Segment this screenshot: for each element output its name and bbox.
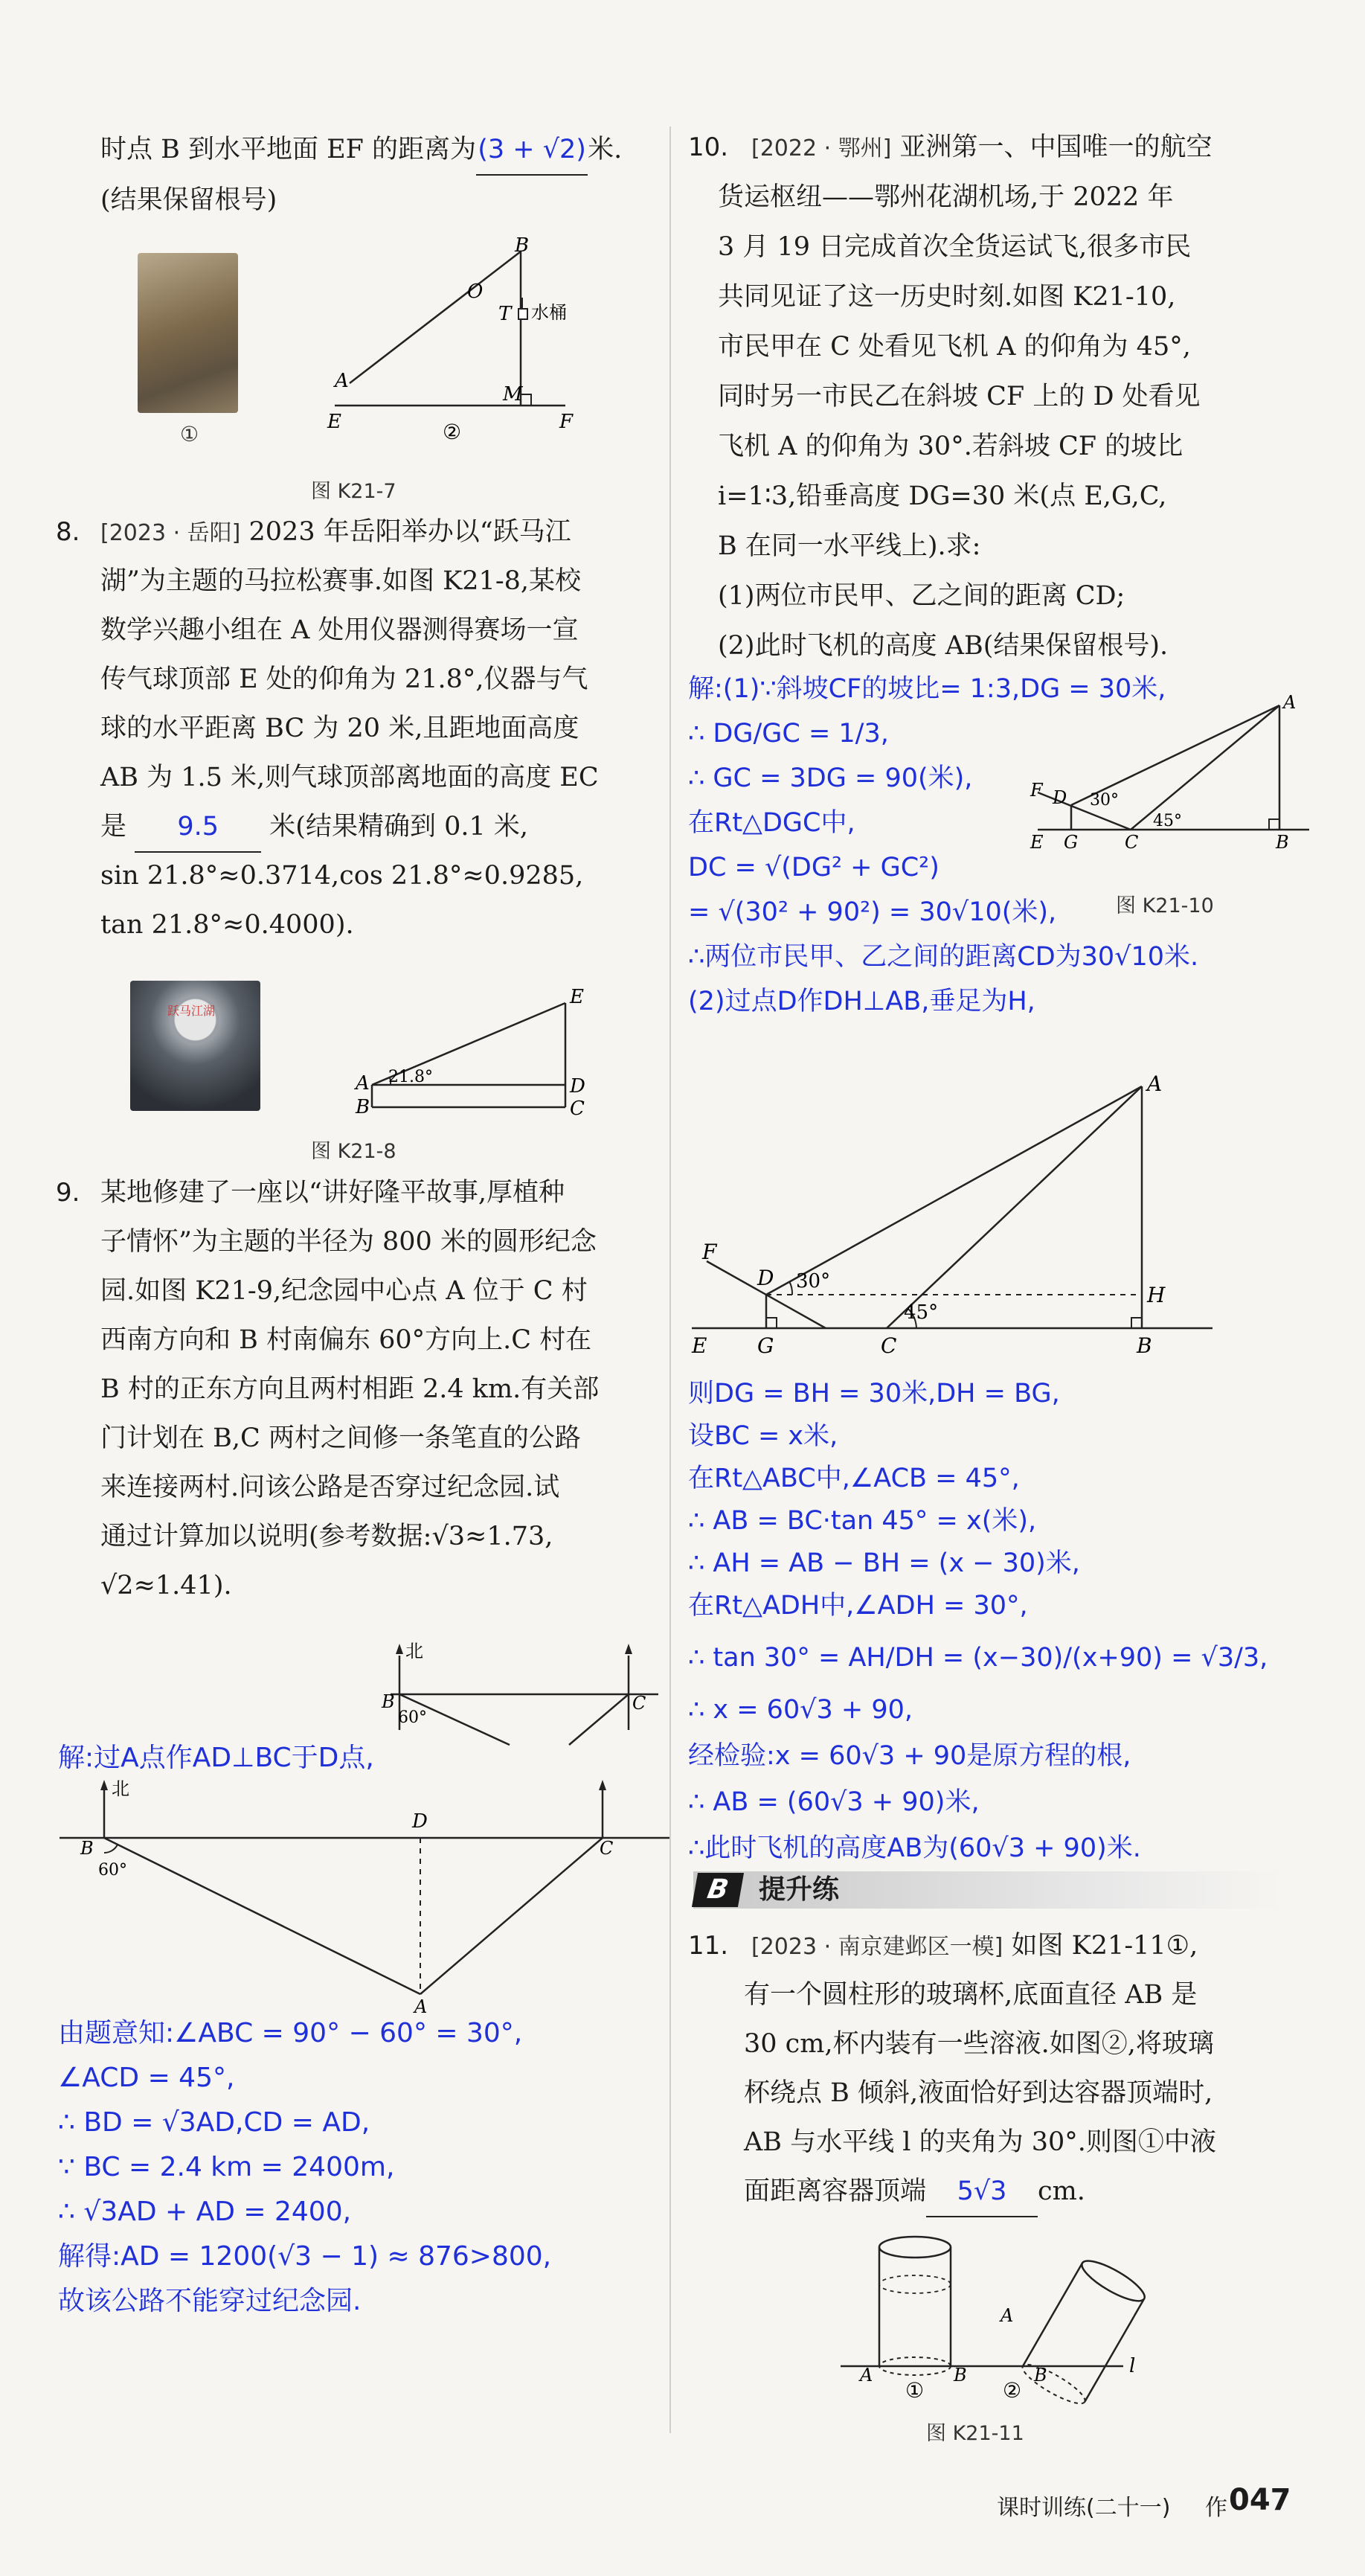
q10b-a30: 30° <box>796 1270 831 1292</box>
q10-sol1-5: DC = √(DG² + GC²) <box>688 853 940 882</box>
q10-sol2-2: 设BC = x米, <box>688 1421 838 1451</box>
footer-work: 作 <box>1205 2495 1227 2521</box>
q9-line1: 某地修建了一座以“讲好隆平故事,厚植种 <box>100 1178 565 1208</box>
q10-sol2-1: 则DG = BH = 30米,DH = BG, <box>688 1379 1060 1409</box>
q8-line5: 球的水平距离 BC 为 20 米,且距地面高度 <box>100 714 579 743</box>
q10b-B: B <box>1137 1333 1152 1358</box>
q7-label-A: A <box>335 370 349 392</box>
q11-l: l <box>1129 2355 1136 2377</box>
q11-line1: [2023 · 南京建邺区一模] 如图 K21-11①, <box>751 1931 1198 1961</box>
q10-sol1-6: = √(30² + 90²) = 30√10(米), <box>688 897 1057 927</box>
q10-sol2-6: 在Rt△ADH中,∠ADH = 30°, <box>688 1591 1028 1621</box>
q11-line3: 30 cm,杯内装有一些溶液.如图②,将玻璃 <box>744 2029 1214 2059</box>
q10b-F: F <box>702 1240 717 1264</box>
q9-number: 9. <box>56 1178 80 1208</box>
q9-sol-2: ∠ACD = 45°, <box>58 2063 235 2093</box>
q10-sol1-1: 解:(1)∵斜坡CF的坡比= 1:3,DG = 30米, <box>688 674 1166 704</box>
q10-line6: 同时另一市民乙在斜坡 CF 上的 D 处看见 <box>718 382 1201 411</box>
q10-line2: 货运枢纽——鄂州花湖机场,于 2022 年 <box>718 182 1174 212</box>
q9b-B: B <box>80 1838 94 1859</box>
column-divider <box>669 126 671 2433</box>
q11-figure <box>833 2225 1146 2411</box>
q10-line5: 市民甲在 C 处看见飞机 A 的仰角为 45°, <box>718 332 1191 362</box>
q11-c2: ② <box>1003 2378 1022 2403</box>
q10-sol1-2: ∴ DG/GC = 1/3, <box>688 719 889 749</box>
q7-label-bucket: 水桶 <box>531 302 567 323</box>
q9b-north: 北 <box>112 1778 129 1799</box>
q10-sol2-11: ∴此时飞机的高度AB为(60√3 + 90)米. <box>688 1833 1141 1863</box>
q10-sol2-7: ∴ tan 30° = AH/DH = (x−30)/(x+90) = √3/3, <box>688 1643 1268 1673</box>
q10-sol1-8: (2)过点D作DH⊥AB,垂足为H, <box>688 987 1035 1016</box>
q9-line3: 园.如图 K21-9,纪念园中心点 A 位于 C 村 <box>100 1276 588 1306</box>
q9-sol-4: ∵ BC = 2.4 km = 2400m, <box>58 2152 395 2182</box>
q11-number: 11. <box>688 1931 729 1961</box>
q7-label-T: T <box>498 303 512 325</box>
q8-line1: [2023 · 岳阳] 2023 年岳阳举办以“跃马江 <box>100 517 571 547</box>
q10-source: [2022 · 鄂州] <box>751 135 892 161</box>
q7-caption: 图 K21-7 <box>311 480 396 503</box>
q7-photo <box>138 253 238 413</box>
q9-line6: 门计划在 B,C 两村之间修一条笔直的公路 <box>100 1423 581 1453</box>
q9s-north: 北 <box>405 1641 423 1662</box>
q9b-A: A <box>414 1996 428 2017</box>
q10-sol2-5: ∴ AH = AB − BH = (x − 30)米, <box>688 1548 1080 1578</box>
q8-caption: 图 K21-8 <box>311 1140 396 1163</box>
q8-label-A: A <box>356 1072 370 1095</box>
q10b-a45: 45° <box>904 1301 939 1324</box>
q10-line4: 共同见证了这一历史时刻.如图 K21-10, <box>718 282 1176 312</box>
q7-answer: (3 + √2) <box>476 125 588 176</box>
q11-c1: ① <box>905 2378 925 2403</box>
q10s-B: B <box>1276 832 1289 853</box>
q11-caption: 图 K21-11 <box>926 2422 1024 2445</box>
q7-label-M: M <box>503 383 523 406</box>
q9-sol-1: 由题意知:∠ABC = 90° − 60° = 30°, <box>58 2018 523 2048</box>
q9-solution-intro: 解:过A点作AD⊥BC于D点, <box>58 1743 374 1773</box>
q10-number: 10. <box>688 132 729 162</box>
q11-line4: 杯绕点 B 倾斜,液面恰好到达容器顶端时, <box>744 2078 1213 2108</box>
q8-line4: 传气球顶部 E 处的仰角为 21.8°,仪器与气 <box>100 664 588 694</box>
q9-sol-5: ∴ √3AD + AD = 2400, <box>58 2197 352 2227</box>
q8-line9: tan 21.8°≈0.4000). <box>100 910 354 940</box>
q7-figure <box>283 234 610 444</box>
q10-figure-big <box>692 1071 1213 1377</box>
q11-source: [2023 · 南京建邺区一模] <box>751 1934 1003 1960</box>
footer-text: 课时训练(二十一) <box>997 2495 1171 2521</box>
q9b-D: D <box>412 1810 428 1833</box>
q10s-a30: 30° <box>1090 791 1119 810</box>
q8-label-B: B <box>356 1096 370 1118</box>
q9s-angle: 60° <box>398 1708 427 1727</box>
section-b-badge: B <box>692 1873 744 1907</box>
q8-label-E: E <box>570 986 584 1008</box>
footer-page: 047 <box>1229 2483 1291 2517</box>
q8-line7: 是 9.5 米(结果精确到 0.1 米, <box>100 802 528 853</box>
q8-label-C: C <box>570 1098 585 1120</box>
q9-line4: 西南方向和 B 村南偏东 60°方向上.C 村在 <box>100 1325 592 1355</box>
q9b-C: C <box>600 1838 614 1859</box>
q10s-C: C <box>1125 832 1139 853</box>
q10b-E: E <box>692 1333 707 1358</box>
q10-sol2-9: 经检验:x = 60√3 + 90是原方程的根, <box>688 1741 1131 1771</box>
q10-sol1-3: ∴ GC = 3DG = 90(米), <box>688 763 973 793</box>
q10b-C: C <box>881 1333 897 1358</box>
q11-B1: B <box>954 2365 967 2386</box>
q9-figure-small <box>376 1633 662 1745</box>
q10s-A: A <box>1283 692 1297 713</box>
q8-line6: AB 为 1.5 米,则气球顶部离地面的高度 EC <box>100 763 599 792</box>
q10b-A: A <box>1147 1071 1163 1096</box>
q10-line8: i=1∶3,铅垂高度 DG=30 米(点 E,G,C, <box>718 481 1167 511</box>
q8-answer: 9.5 <box>135 802 261 853</box>
q10s-F: F <box>1030 780 1043 801</box>
q9-sol-7: 故该公路不能穿过纪念园. <box>58 2286 362 2316</box>
q11-answer: 5√3 <box>926 2167 1038 2217</box>
q10b-G: G <box>757 1333 774 1358</box>
q11-B2: B <box>1034 2365 1047 2386</box>
q10-sol1-4: 在Rt△DGC中, <box>688 808 855 838</box>
q9-line2: 子情怀”为主题的半径为 800 米的圆形纪念 <box>100 1227 597 1257</box>
q10-sol2-4: ∴ AB = BC·tan 45° = x(米), <box>688 1506 1037 1536</box>
q11-line2: 有一个圆柱形的玻璃杯,底面直径 AB 是 <box>744 1980 1198 2010</box>
q9b-angle: 60° <box>98 1861 127 1880</box>
q9s-B: B <box>382 1691 395 1712</box>
q8-source: [2023 · 岳阳] <box>100 520 241 546</box>
q8-line8: sin 21.8°≈0.3714,cos 21.8°≈0.9285, <box>100 861 584 891</box>
q11-A1: A <box>860 2365 873 2386</box>
q9s-C: C <box>632 1693 646 1714</box>
q7-label-c1: ① <box>180 422 199 446</box>
q11-A2: A <box>1001 2305 1014 2326</box>
q10-sol1-7: ∴两位市民甲、乙之间的距离CD为30√10米. <box>688 942 1199 972</box>
q11-line6: 面距离容器顶端 5√3 cm. <box>744 2167 1085 2217</box>
q10-line9: B 在同一水平线上).求: <box>718 531 981 561</box>
q10-caption: 图 K21-10 <box>1116 894 1214 917</box>
q8-number: 8. <box>56 517 80 547</box>
q10-sol2-3: 在Rt△ABC中,∠ACB = 45°, <box>688 1464 1020 1493</box>
q11-line5: AB 与水平线 l 的夹角为 30°.则图①中液 <box>744 2127 1216 2157</box>
q9-sol-6: 解得:AD = 1200(√3 − 1) ≈ 876>800, <box>58 2241 552 2272</box>
q8-label-D: D <box>570 1075 585 1098</box>
q9-line5: B 村的正东方向且两村相距 2.4 km.有关部 <box>100 1374 600 1404</box>
q8-line3: 数学兴趣小组在 A 处用仪器测得赛场一宣 <box>100 615 579 645</box>
q7-label-B: B <box>515 234 530 257</box>
q10b-D: D <box>757 1266 774 1290</box>
q9-figure-big <box>52 1778 669 2017</box>
q10-sol2-10: ∴ AB = (60√3 + 90)米, <box>688 1787 980 1817</box>
q7-line1: 时点 B 到水平地面 EF 的距离为(3 + √2)米. <box>100 125 622 176</box>
q9-sol-3: ∴ BD = √3AD,CD = AD, <box>58 2107 370 2138</box>
q10s-a45: 45° <box>1153 812 1182 830</box>
q8-figure <box>327 981 640 1130</box>
q10-sol2-8: ∴ x = 60√3 + 90, <box>688 1695 913 1725</box>
q7-label-c2: ② <box>443 420 462 444</box>
q10b-H: H <box>1147 1283 1166 1307</box>
q9-line7: 来连接两村.问该公路是否穿过纪念园.试 <box>100 1473 560 1502</box>
q7-label-E: E <box>327 411 341 433</box>
q8-label-angle: 21.8° <box>388 1068 433 1086</box>
q10-line3: 3 月 19 日完成首次全货运试飞,很多市民 <box>718 232 1192 262</box>
q7-label-F: F <box>559 411 574 433</box>
q9-line9: √2≈1.41). <box>100 1571 232 1601</box>
q8-photo: 跃马江湖 <box>130 981 260 1111</box>
q7-label-O: O <box>467 281 484 303</box>
q10-line10: (1)两位市民甲、乙之间的距离 CD; <box>718 581 1125 611</box>
q10-line11: (2)此时飞机的高度 AB(结果保留根号). <box>718 631 1169 661</box>
q8-line2: 湖”为主题的马拉松赛事.如图 K21-8,某校 <box>100 566 582 596</box>
q10-figure-small <box>1030 692 1328 856</box>
q10s-E: E <box>1030 832 1044 853</box>
q7-line2: (结果保留根号) <box>100 185 277 215</box>
q10-line1: [2022 · 鄂州] 亚洲第一、中国唯一的航空 <box>751 132 1213 162</box>
q10s-D: D <box>1053 787 1067 808</box>
q10s-G: G <box>1064 832 1079 853</box>
section-b-title: 提升练 <box>759 1874 840 1905</box>
q9-line8: 通过计算加以说明(参考数据:√3≈1.73, <box>100 1522 553 1551</box>
q10-line7: 飞机 A 的仰角为 30°.若斜坡 CF 的坡比 <box>718 432 1183 461</box>
